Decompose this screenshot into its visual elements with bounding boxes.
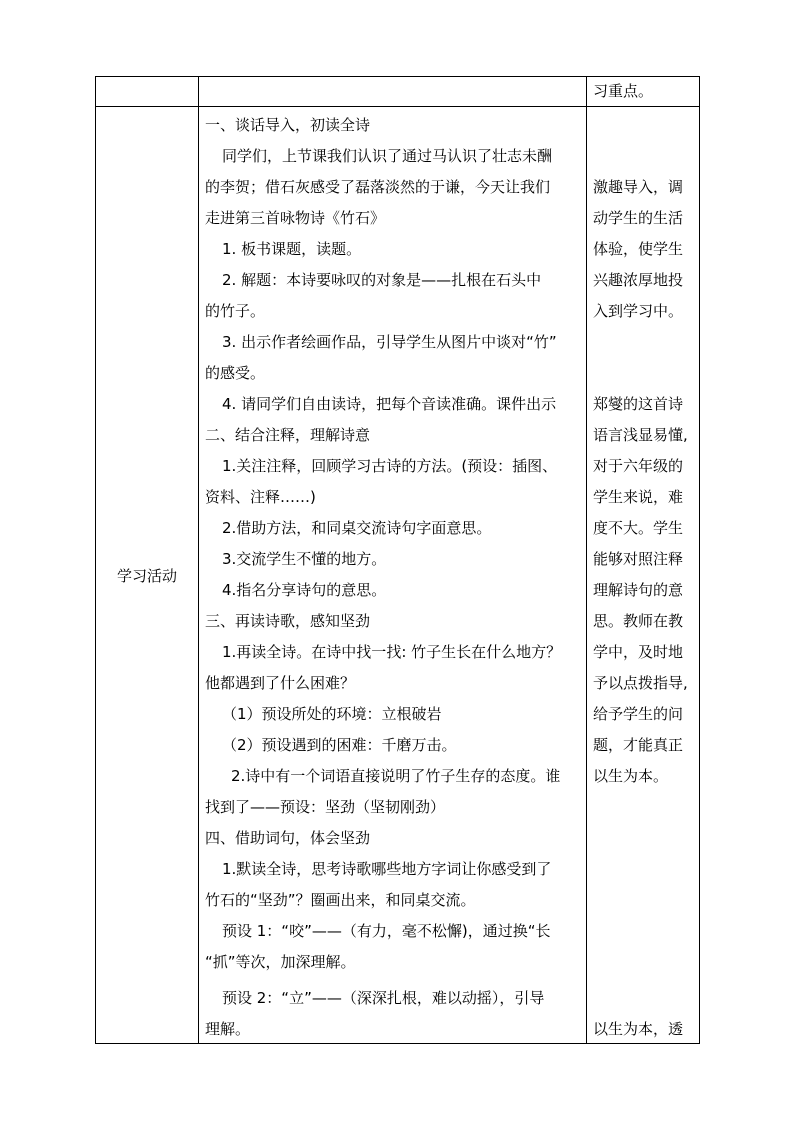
note-line: 度不大。学生	[593, 519, 684, 537]
note-line: 体验，使学生	[593, 240, 684, 258]
table-border-right	[699, 76, 700, 1044]
content-line: 预设 2：“立”——（深深扎根，难以动摇），引导	[222, 989, 545, 1007]
content-line: 竹石的“坚劲”？圈画出来，和同桌交流。	[205, 891, 476, 909]
section-heading: 三、再读诗歌，感知坚劲	[205, 612, 371, 630]
content-line: 找到了——预设：坚劲（坚韧刚劲）	[205, 798, 446, 816]
content-line: 2. 解题：本诗要咏叹的对象是——扎根在石头中	[222, 271, 542, 289]
section-heading: 四、借助词句，体会坚劲	[205, 829, 371, 847]
content-line: 他都遇到了什么困难？	[205, 674, 356, 692]
column-divider-2	[586, 76, 587, 1044]
section-heading: 二、结合注释，理解诗意	[205, 426, 371, 444]
content-line: 的竹子。	[205, 302, 266, 320]
note-line: 给予学生的问	[593, 705, 684, 723]
top-row-notes: 习重点。	[593, 82, 654, 100]
note-line: 学中，及时地	[593, 643, 684, 661]
content-line: 1.默读全诗，思考诗歌哪些地方字词让你感受到了	[222, 860, 552, 878]
note-line: 对于六年级的	[593, 457, 684, 475]
content-line: 1.关注注释，回顾学习古诗的方法。(预设：插图、	[222, 457, 558, 475]
note-line: 予以点拨指导,	[593, 674, 688, 692]
content-line: 资料、注释……)	[205, 488, 316, 506]
note-line: 理解诗句的意	[593, 581, 684, 599]
note-line: 以生为本，透	[593, 1020, 684, 1038]
content-line: 的李贺；借石灰感受了磊落淡然的于谦，今天让我们	[205, 178, 551, 196]
content-line: 4.指名分享诗句的意思。	[222, 581, 387, 599]
note-line: 动学生的生活	[593, 209, 684, 227]
note-line: 思。教师在教	[593, 612, 684, 630]
content-line: “抓”等次，加深理解。	[205, 953, 356, 971]
content-line: 1. 板书课题，读题。	[222, 240, 362, 258]
content-line: 3. 出示作者绘画作品，引导学生从图片中谈对“竹”	[222, 333, 557, 351]
content-line: 2.借助方法，和同桌交流诗句字面意思。	[222, 519, 492, 537]
row-label: 学习活动	[116, 566, 177, 585]
content-line: 走进第三首咏物诗《竹石》	[205, 209, 386, 227]
section-heading: 一、谈话导入，初读全诗	[205, 116, 371, 134]
content-line: 1.再读全诗。在诗中找一找: 竹子生长在什么地方？	[222, 643, 562, 661]
note-line: 学生来说，难	[593, 488, 684, 506]
note-line: 郑燮的这首诗	[593, 395, 684, 413]
content-line: 预设 1：“咬”——（有力，毫不松懈)，通过换“长	[222, 922, 551, 940]
note-line: 以生为本。	[593, 767, 669, 785]
content-line: （2）预设遇到的困难：千磨万击。	[222, 736, 457, 754]
content-line: 的感受。	[205, 364, 266, 382]
note-line: 入到学习中。	[593, 302, 684, 320]
content-line: 4. 请同学们自由读诗，把每个音读准确。课件出示	[222, 395, 557, 413]
content-line: 3.交流学生不懂的地方。	[222, 550, 387, 568]
note-line: 题，才能真正	[593, 736, 684, 754]
note-line: 能够对照注释	[593, 550, 684, 568]
content-line: 2.诗中有一个词语直接说明了竹子生存的态度。谁	[231, 767, 561, 785]
content-line: （1）预设所处的环境：立根破岩	[222, 705, 442, 723]
content-line: 理解。	[205, 1020, 251, 1038]
column-divider-1	[198, 76, 199, 1044]
note-line: 兴趣浓厚地投	[593, 271, 684, 289]
note-line: 语言浅显易懂,	[593, 426, 688, 444]
note-line: 激趣导入，调	[593, 178, 684, 196]
content-line: 同学们，上节课我们认识了通过马认识了壮志未酬	[222, 147, 553, 165]
